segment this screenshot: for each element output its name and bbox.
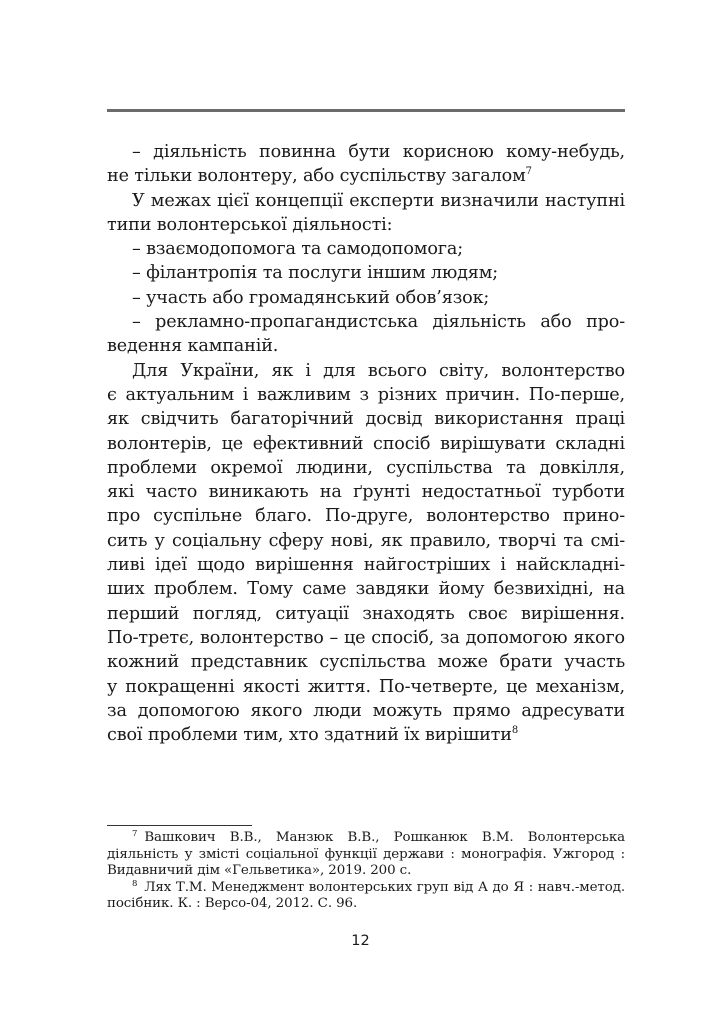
text-line: типи волонтерської діяльності: xyxy=(107,214,393,235)
footnote-line: посібник. К. : Версо-04, 2012. С. 96. xyxy=(107,896,358,911)
text-line: кожний представник суспільства може брати участь xyxy=(107,652,625,673)
text-line: проблеми окремої людини, суспільства та довкілля, xyxy=(107,457,625,478)
text-line: ливі ідеї щодо вирішення найгостріших і найскладні- xyxy=(107,555,625,576)
page-number: 12 xyxy=(351,933,370,949)
footnote-text: Лях Т.М. Менеджмент волонтерських груп від А до Я : навч.-метод. xyxy=(144,879,625,895)
text-line: є актуальним і важливим з різних причин. По-перше, xyxy=(107,384,625,405)
list-item: – взаємодопомога та самодопомога; xyxy=(132,239,463,260)
text-line xyxy=(107,723,625,747)
body-text xyxy=(107,140,625,747)
list-item: – рекламно-пропагандистська діяльність або про- xyxy=(132,312,625,333)
footnote-rule xyxy=(107,825,252,826)
text-line: ведення кампаній. xyxy=(107,336,279,357)
text-line: ших проблем. Тому саме завдяки йому безвихідні, на xyxy=(107,579,625,600)
text-line: перший погляд, ситуації знаходять своє вирішення. xyxy=(107,603,625,624)
footnotes xyxy=(107,830,625,913)
text-line-content: свої проблеми тим, хто здатний їх вирішити xyxy=(107,725,512,746)
text-line: які часто виникають на ґрунті недостатньої турботи xyxy=(107,482,625,503)
footnote-mark: 7 xyxy=(132,829,138,839)
text-line: про суспільне благо. По-друге, волонтерство прино- xyxy=(107,506,625,527)
list-item: – участь або громадянський обов’язок; xyxy=(132,287,490,308)
text-line: за допомогою якого люди можуть прямо адресувати xyxy=(107,700,625,721)
text-line: По-третє, волонтерство – це спосіб, за допомогою якого xyxy=(107,627,625,648)
text-line: сить у соціальну сферу нові, як правило, творчі та смі- xyxy=(107,530,625,551)
footnote-line xyxy=(107,830,625,847)
text-line: Для України, як і для всього світу, волонтерство xyxy=(132,360,625,381)
text-line-content: не тільки волонтеру, або суспільству загалом xyxy=(107,166,526,187)
footnote-line: діяльність у змісті соціальної функції держави : монографія. Ужгород : xyxy=(107,846,625,862)
text-line: У межах цієї концепції експерти визначили наступні xyxy=(132,190,625,211)
text-line: у покращенні якості життя. По-четверте, це механізм, xyxy=(107,676,625,697)
footnote-text: Вашкович В.В., Манзюк В.В., Рошканюк В.М. Волонтерська xyxy=(144,830,625,845)
footnote-ref: 8 xyxy=(511,725,519,737)
header-rule xyxy=(107,109,625,112)
footnote-line: Видавничий дім «Гельветика», 2019. 200 с. xyxy=(107,863,412,878)
footnote-line xyxy=(107,880,625,897)
footnote-ref: 7 xyxy=(525,166,532,178)
text-line: волонтерів, це ефективний спосіб вирішувати складні xyxy=(107,433,625,454)
text-line xyxy=(107,164,625,188)
list-item: – філантропія та послуги іншим людям; xyxy=(132,263,499,284)
text-line: як свідчить багаторічний досвід використання праці xyxy=(107,409,625,430)
text-line: – діяльність повинна бути корисною кому-небудь, xyxy=(132,142,625,162)
footnote-mark: 8 xyxy=(132,878,138,889)
